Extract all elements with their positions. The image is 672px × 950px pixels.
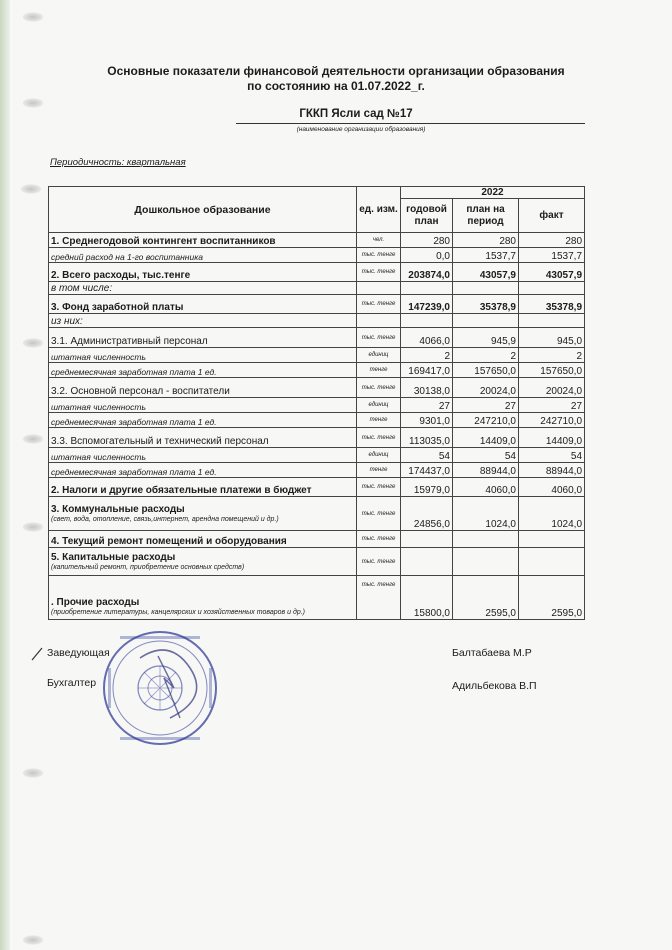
official-stamp xyxy=(100,628,220,748)
row-name-cell xyxy=(49,497,357,531)
table-row xyxy=(49,378,585,398)
row-name: 2. Всего расходы, тыс.тенге xyxy=(49,263,357,282)
row-name: штатная численность xyxy=(49,398,357,413)
row-annual: 15800,0 xyxy=(401,576,453,620)
org-name: ГККП Ясли сад №17 xyxy=(299,108,413,120)
table-row xyxy=(49,463,585,478)
table-row xyxy=(49,448,585,463)
row-annual: 15979,0 xyxy=(401,478,453,497)
row-unit: чел. xyxy=(357,233,401,248)
table-row xyxy=(49,282,585,295)
doc-title-line1: Основные показатели финансовой деятельности организации образования xyxy=(107,64,565,78)
table-row xyxy=(49,531,585,548)
org-underline xyxy=(236,123,585,124)
row-note: (свет, вода, отопление, связь,интернет, арендна помещений и др.) xyxy=(51,515,279,523)
row-name: . Прочие расходы xyxy=(51,597,140,608)
row-plan: 43057,9 xyxy=(453,263,519,282)
row-fact: 2595,0 xyxy=(519,576,585,620)
row-plan: 1537,7 xyxy=(453,248,519,263)
row-unit: тенге xyxy=(357,363,401,378)
row-name: штатная численность xyxy=(49,348,357,363)
row-unit: тыс. тенге xyxy=(357,328,401,348)
row-name: 5. Капитальные расходы xyxy=(51,551,176,563)
row-plan: 27 xyxy=(453,398,519,413)
row-annual: 27 xyxy=(401,398,453,413)
row-fact: 242710,0 xyxy=(519,413,585,428)
row-annual xyxy=(401,531,453,548)
row-name-cell xyxy=(49,576,357,620)
row-unit: тыс. тенге xyxy=(357,378,401,398)
row-name: из них: xyxy=(49,314,357,328)
table-row xyxy=(49,295,585,314)
row-unit: тыс. тенге xyxy=(357,548,401,576)
row-unit: тыс. тенге xyxy=(357,531,401,548)
head-title: Заведующая xyxy=(47,647,110,659)
row-fact: 35378,9 xyxy=(519,295,585,314)
row-name: 3.2. Основной персонал - воспитатели xyxy=(49,378,357,398)
row-fact: 43057,9 xyxy=(519,263,585,282)
row-plan: 945,9 xyxy=(453,328,519,348)
row-annual: 203874,0 xyxy=(401,263,453,282)
row-unit: тенге xyxy=(357,463,401,478)
row-plan: 280 xyxy=(453,233,519,248)
row-fact: 1024,0 xyxy=(519,497,585,531)
periodicity: Периодичность: квартальная xyxy=(50,157,186,168)
table-row xyxy=(49,497,585,531)
row-fact: 54 xyxy=(519,448,585,463)
row-annual: 0,0 xyxy=(401,248,453,263)
row-unit: тыс. тенге xyxy=(357,576,401,620)
row-annual: 2 xyxy=(401,348,453,363)
row-name: в том числе: xyxy=(49,282,357,295)
table-row xyxy=(49,576,585,620)
row-fact: 945,0 xyxy=(519,328,585,348)
row-annual: 24856,0 xyxy=(401,497,453,531)
row-plan: 35378,9 xyxy=(453,295,519,314)
row-name: среднемесячная заработная плата 1 ед. xyxy=(49,463,357,478)
row-name: 3. Фонд заработной платы xyxy=(49,295,357,314)
table-row xyxy=(49,248,585,263)
header-plan: план на период xyxy=(453,199,519,233)
table-row xyxy=(49,328,585,348)
row-unit: тыс. тенге xyxy=(357,497,401,531)
row-unit: единиц xyxy=(357,448,401,463)
row-name: штатная численность xyxy=(49,448,357,463)
table-row xyxy=(49,428,585,448)
row-plan: 2595,0 xyxy=(453,576,519,620)
row-name: 3.3. Вспомогательный и технический персонал xyxy=(49,428,357,448)
row-annual: 4066,0 xyxy=(401,328,453,348)
row-plan: 1024,0 xyxy=(453,497,519,531)
row-plan: 157650,0 xyxy=(453,363,519,378)
header-year: 2022 xyxy=(401,187,585,199)
row-unit: тыс. тенге xyxy=(357,295,401,314)
table-row xyxy=(49,478,585,497)
head-name: Балтабаева М.Р xyxy=(452,647,532,659)
table-row xyxy=(49,314,585,328)
org-note: (наименование организации образования) xyxy=(296,126,426,133)
header-unit: ед. изм. xyxy=(357,187,401,233)
header-fact: факт xyxy=(519,199,585,233)
finance-table xyxy=(48,186,585,620)
row-name: 1. Среднегодовой контингент воспитанников xyxy=(49,233,357,248)
doc-title-line2: по состоянию на 01.07.2022_г. xyxy=(247,79,425,93)
row-fact: 1537,7 xyxy=(519,248,585,263)
row-annual: 30138,0 xyxy=(401,378,453,398)
row-plan: 2 xyxy=(453,348,519,363)
row-note: (капительный ремонт, приобретение основных средств) xyxy=(51,563,245,571)
row-fact xyxy=(519,531,585,548)
row-fact: 88944,0 xyxy=(519,463,585,478)
row-fact: 157650,0 xyxy=(519,363,585,378)
row-name: 3.1. Административный персонал xyxy=(49,328,357,348)
table-row xyxy=(49,363,585,378)
row-fact: 27 xyxy=(519,398,585,413)
scan-smudge xyxy=(22,98,44,108)
row-annual: 174437,0 xyxy=(401,463,453,478)
row-unit: тыс. тенге xyxy=(357,263,401,282)
row-annual: 9301,0 xyxy=(401,413,453,428)
row-annual: 113035,0 xyxy=(401,428,453,448)
row-name: среднемесячная заработная плата 1 ед. xyxy=(49,413,357,428)
row-plan: 88944,0 xyxy=(453,463,519,478)
header-name: Дошкольное образование xyxy=(49,187,357,233)
row-name-cell xyxy=(49,548,357,576)
row-annual: 54 xyxy=(401,448,453,463)
header-annual: годовой план xyxy=(401,199,453,233)
table-row xyxy=(49,398,585,413)
row-fact xyxy=(519,548,585,576)
row-plan: 20024,0 xyxy=(453,378,519,398)
accountant-name: Адильбекова В.П xyxy=(452,680,537,692)
row-unit: тыс. тенге xyxy=(357,478,401,497)
scan-smudge xyxy=(22,12,44,22)
row-note: (приобретение литературы, канцелярских и хозяйственных товаров и др.) xyxy=(51,609,305,616)
scan-smudge xyxy=(22,935,44,945)
scan-smudge xyxy=(22,522,44,532)
row-name: средний расход на 1-го воспитанника xyxy=(49,248,357,263)
table-row xyxy=(49,548,585,576)
row-fact: 2 xyxy=(519,348,585,363)
row-fact: 280 xyxy=(519,233,585,248)
row-annual: 169417,0 xyxy=(401,363,453,378)
table-row xyxy=(49,413,585,428)
pen-mark xyxy=(30,647,44,661)
row-unit: единиц xyxy=(357,348,401,363)
row-plan: 247210,0 xyxy=(453,413,519,428)
scan-edge xyxy=(0,0,10,950)
row-plan: 54 xyxy=(453,448,519,463)
row-unit: тыс. тенге xyxy=(357,428,401,448)
scan-smudge xyxy=(20,184,42,194)
row-name: среднемесячная заработная плата 1 ед. xyxy=(49,363,357,378)
row-plan: 14409,0 xyxy=(453,428,519,448)
row-fact: 14409,0 xyxy=(519,428,585,448)
row-annual: 280 xyxy=(401,233,453,248)
row-annual: 147239,0 xyxy=(401,295,453,314)
scan-smudge xyxy=(22,338,44,348)
table-row xyxy=(49,263,585,282)
row-annual xyxy=(401,548,453,576)
row-unit: тенге xyxy=(357,413,401,428)
scan-smudge xyxy=(22,768,44,778)
scan-smudge xyxy=(22,434,44,444)
row-fact: 4060,0 xyxy=(519,478,585,497)
row-plan xyxy=(453,548,519,576)
row-unit: единиц xyxy=(357,398,401,413)
row-plan: 4060,0 xyxy=(453,478,519,497)
row-fact: 20024,0 xyxy=(519,378,585,398)
table-row xyxy=(49,233,585,248)
accountant-title: Бухгалтер xyxy=(47,677,97,689)
table-row xyxy=(49,348,585,363)
row-unit: тыс. тенге xyxy=(357,248,401,263)
row-plan xyxy=(453,531,519,548)
row-name: 2. Налоги и другие обязательные платежи в бюджет xyxy=(49,478,357,497)
row-name: 3. Коммунальные расходы xyxy=(51,503,185,515)
row-name: 4. Текущий ремонт помещений и оборудования xyxy=(49,531,357,548)
